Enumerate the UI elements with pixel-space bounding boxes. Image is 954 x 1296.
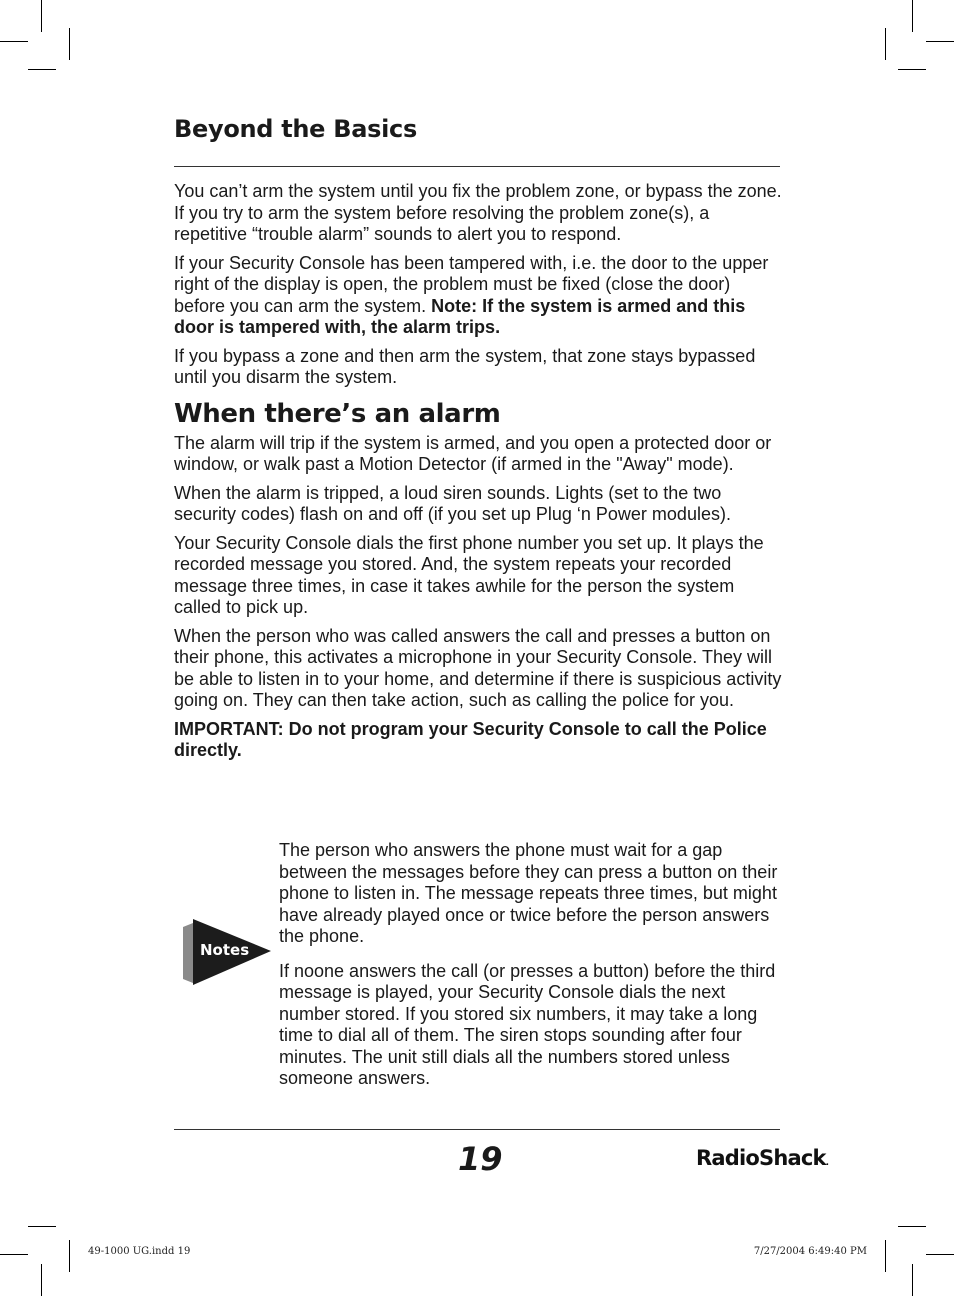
tamper-text: If your Security Console has been tampered with, i.e. the door to the upper right of the display is open, the problem must be fixed (close the door) before you can arm the system. (174, 252, 769, 316)
alarm-paragraph: When the alarm is tripped, a loud siren sounds. Lights (set to the two security codes) flash on and off (if you set up Plug ‘n Power modules). (174, 482, 731, 524)
tamper-paragraph (174, 253, 784, 339)
crop-mark (898, 1226, 926, 1227)
crop-mark (912, 1264, 913, 1296)
notes-content (279, 840, 784, 1103)
crop-mark (912, 0, 913, 32)
main-content (174, 181, 784, 769)
crop-mark (926, 41, 954, 42)
crop-mark (41, 0, 42, 32)
crop-mark (0, 1254, 28, 1255)
crop-mark (28, 1226, 56, 1227)
crop-mark (898, 69, 926, 70)
crop-mark (69, 1240, 70, 1272)
tamper-note-label: Note: (431, 295, 478, 316)
crop-mark (41, 1264, 42, 1296)
important-text: Do not program your Security Console to call the Police directly (174, 718, 767, 760)
notes-paragraph: If noone answers the call (or presses a button) before the third message is played, your Security Console dials the next number stored. If you stored six numbers, it may take a long time to dial all of them. The siren stops sounding after four minutes. The unit still dials all the numbers stored unless someone answers. (279, 960, 776, 1088)
page-title: Beyond the Basics (174, 115, 417, 143)
alarm-paragraph: Your Security Console dials the first phone number you set up. It plays the recorded message you stored. And, the system repeats your recorded message three times, in case it takes awhile for the person the system called to pick up. (174, 532, 764, 617)
alarm-paragraph: When the person who was called answers the call and presses a button on their phone, this activates a microphone in your Security Console. They will be able to listen in to your home, and determine if there is suspicious activity going on. They can then take action, such as calling the police for you. (174, 625, 782, 710)
notes-paragraph: The person who answers the phone must wait for a gap between the messages before they can press a button on their phone to listen in. The message repeats three times, but might have already played once or twice before the person answers the phone. (279, 840, 778, 946)
brand-logo (696, 1146, 829, 1170)
alarm-paragraph: The alarm will trip if the system is armed, and you open a protected door or window, or walk past a Motion Detector (if armed in the "Away" mode). (174, 432, 772, 474)
crop-mark (885, 1240, 886, 1272)
important-warning (174, 719, 784, 762)
page-number: 19 (458, 1140, 503, 1178)
footer-rule (174, 1129, 780, 1130)
bypass-paragraph: If you bypass a zone and then arm the system, that zone stays bypassed until you disarm the system. (174, 345, 756, 387)
crop-mark (69, 28, 70, 60)
crop-mark (885, 28, 886, 60)
tamper-note-text: If the system is armed and this door is tampered with, the alarm trips. (174, 295, 746, 337)
brand-name: RadioShack (696, 1146, 826, 1170)
crop-mark (28, 69, 56, 70)
section-heading: When there’s an alarm (174, 398, 501, 429)
important-label: IMPORTANT: (174, 718, 284, 739)
brand-mark: . (825, 1158, 830, 1168)
crop-mark (926, 1254, 954, 1255)
slug-file: 49-1000 UG.indd 19 (88, 1246, 191, 1257)
important-end: . (236, 740, 242, 760)
intro-paragraph: You can’t arm the system until you fix the problem zone, or bypass the zone. If you try to arm the system before resolving the problem zone(s), a repetitive “trouble alarm” sounds to alert you to respond. (174, 181, 782, 244)
header-rule (174, 166, 780, 167)
notes-badge-label: Notes (200, 941, 250, 959)
slug-timestamp: 7/27/2004 6:49:40 PM (753, 1246, 867, 1257)
crop-mark (0, 41, 28, 42)
